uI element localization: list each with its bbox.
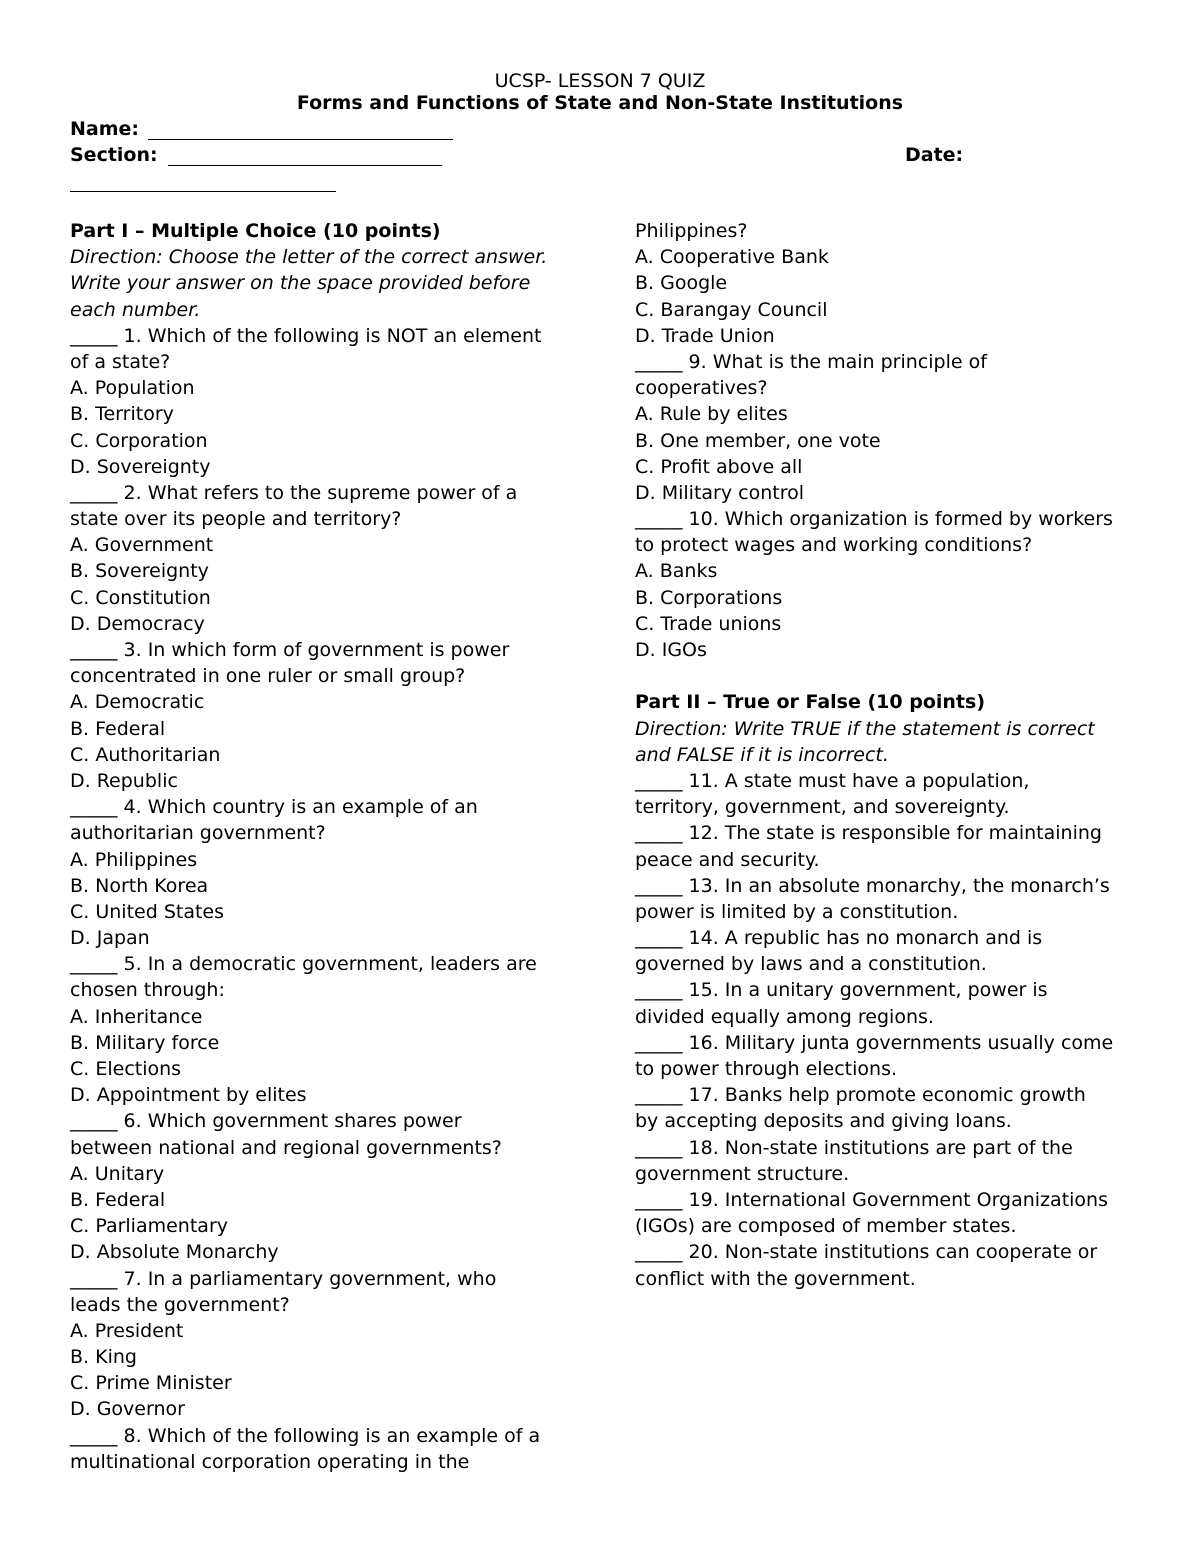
answer-choice: A. Democratic (70, 691, 205, 714)
question-item: _____ 8. Which of the following is an example of a (70, 1424, 541, 1447)
text-line: power is limited by a constitution. (635, 900, 959, 923)
answer-choice: C. Prime Minister (70, 1372, 232, 1395)
answer-choice: B. Corporations (635, 586, 783, 609)
answer-choice: C. Profit above all (635, 455, 803, 478)
date-blank[interactable] (70, 191, 336, 192)
answer-choice: B. Google (635, 272, 728, 295)
text-line: authoritarian government? (70, 822, 326, 845)
text-line: territory, government, and sovereignty. (635, 796, 1010, 819)
answer-choice: D. Republic (70, 769, 178, 792)
answer-choice: C. Authoritarian (70, 743, 221, 766)
question-item: _____ 1. Which of the following is NOT an element (70, 324, 542, 347)
answer-choice: B. Federal (70, 1188, 166, 1211)
answer-choice: C. Trade unions (635, 612, 782, 635)
text-line: of a state? (70, 350, 171, 373)
question-item: _____ 10. Which organization is formed by workers (635, 508, 1113, 531)
section-heading: Part I – Multiple Choice (10 points) (70, 220, 441, 242)
answer-choice: A. Inheritance (70, 1005, 203, 1028)
text-line: multinational corporation operating in the (70, 1450, 470, 1473)
answer-choice: B. Military force (70, 1031, 220, 1054)
answer-choice: D. Democracy (70, 612, 205, 635)
question-item: _____ 2. What refers to the supreme power of a (70, 481, 518, 504)
answer-choice: C. Barangay Council (635, 298, 828, 321)
answer-choice: D. Governor (70, 1398, 185, 1421)
answer-choice: A. Banks (635, 560, 718, 583)
text-line: to protect wages and working conditions? (635, 534, 1033, 557)
spacer (635, 663, 1155, 689)
text-line: peace and security. (635, 848, 820, 871)
question-item: _____ 18. Non-state institutions are part of the (635, 1136, 1073, 1159)
page-subtitle: Forms and Functions of State and Non-State Institutions (296, 92, 904, 114)
text-line: to power through elections. (635, 1058, 898, 1080)
text-line: state over its people and territory? (70, 508, 402, 531)
question-item: _____ 15. In a unitary government, power is (635, 979, 1048, 1002)
name-blank[interactable] (148, 139, 453, 140)
text-line: between national and regional governments? (70, 1136, 502, 1159)
direction-text: Write your answer on the space provided before (70, 272, 531, 295)
section-label: Section: (70, 144, 158, 166)
question-item: _____ 20. Non-state institutions can cooperate or (635, 1241, 1098, 1264)
text-line: by accepting deposits and giving loans. (635, 1110, 1012, 1133)
section-heading: Part II – True or False (10 points) (635, 691, 985, 714)
answer-choice: A. Rule by elites (635, 403, 788, 426)
text-line: conflict with the government. (635, 1267, 916, 1290)
question-item: _____ 19. International Government Organizations (635, 1188, 1108, 1211)
date-label: Date: (905, 144, 964, 166)
answer-choice: A. President (70, 1319, 184, 1342)
answer-choice: B. One member, one vote (635, 429, 881, 452)
question-item: _____ 5. In a democratic government, leaders are (70, 953, 537, 976)
answer-choice: C. Parliamentary (70, 1215, 228, 1238)
answer-choice: A. Cooperative Bank (635, 246, 829, 269)
question-item: _____ 13. In an absolute monarchy, the monarch’s (635, 874, 1110, 897)
answer-choice: D. IGOs (635, 639, 707, 661)
answer-choice: B. Federal (70, 717, 166, 740)
answer-choice: B. Sovereignty (70, 560, 209, 583)
text-line: chosen through: (70, 979, 225, 1002)
text-line: cooperatives? (635, 377, 768, 400)
question-item: _____ 12. The state is responsible for maintaining (635, 822, 1102, 845)
direction-text: each number. (70, 298, 201, 321)
text-line: (IGOs) are composed of member states. (635, 1215, 1017, 1238)
answer-choice: C. Elections (70, 1058, 182, 1080)
question-item: _____ 9. What is the main principle of (635, 350, 987, 373)
answer-choice: A. Government (70, 534, 214, 557)
direction-text: Direction: Choose the letter of the correct answer. (70, 246, 548, 269)
right-column (635, 218, 1155, 1292)
answer-choice: A. Philippines (70, 848, 198, 871)
question-item: _____ 14. A republic has no monarch and is (635, 927, 1043, 950)
answer-choice: C. Constitution (70, 586, 211, 609)
section-blank[interactable] (168, 165, 442, 166)
question-item: _____ 4. Which country is an example of an (70, 796, 478, 819)
name-label: Name: (70, 118, 140, 140)
direction-text: Direction: Write TRUE if the statement is correct (635, 717, 1095, 740)
answer-choice: D. Sovereignty (70, 455, 211, 478)
left-column (70, 218, 590, 1475)
text-line: divided equally among regions. (635, 1005, 934, 1028)
text-line: leads the government? (70, 1293, 290, 1316)
answer-choice: B. Territory (70, 403, 174, 426)
page-title: UCSP- LESSON 7 QUIZ (494, 70, 706, 92)
question-item: _____ 6. Which government shares power (70, 1110, 462, 1133)
answer-choice: D. Japan (70, 927, 150, 950)
answer-choice: D. Absolute Monarchy (70, 1241, 279, 1264)
answer-choice: C. Corporation (70, 429, 208, 452)
text-line: governed by laws and a constitution. (635, 953, 987, 976)
question-item: _____ 7. In a parliamentary government, who (70, 1267, 497, 1290)
text-line: concentrated in one ruler or small group? (70, 665, 466, 688)
question-item: _____ 16. Military junta governments usually come (635, 1031, 1114, 1054)
direction-text: and FALSE if it is incorrect. (635, 743, 889, 766)
question-item: _____ 17. Banks help promote economic growth (635, 1084, 1086, 1107)
answer-choice: D. Trade Union (635, 324, 775, 347)
question-item: _____ 11. A state must have a population, (635, 769, 1030, 792)
question-item: _____ 3. In which form of government is power (70, 639, 510, 661)
answer-choice: B. North Korea (70, 874, 209, 897)
answer-choice: A. Population (70, 377, 195, 400)
text-line: government structure. (635, 1162, 850, 1185)
answer-choice: D. Appointment by elites (70, 1084, 307, 1107)
answer-choice: C. United States (70, 900, 225, 923)
answer-choice: A. Unitary (70, 1162, 165, 1185)
answer-choice: D. Military control (635, 481, 804, 504)
answer-choice: B. King (70, 1346, 137, 1369)
text-line: Philippines? (635, 220, 748, 242)
